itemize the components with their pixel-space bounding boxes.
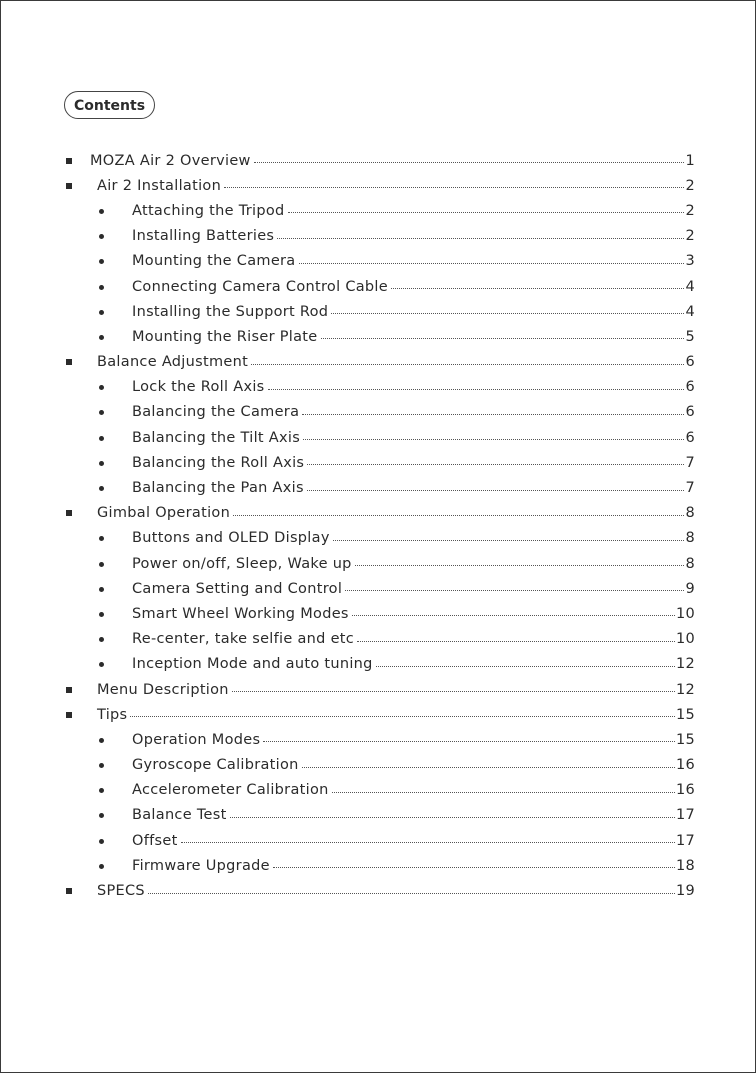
toc-entry-label: Camera Setting and Control: [132, 580, 343, 597]
dot-leader: [332, 792, 675, 793]
dot-leader: [352, 615, 675, 616]
toc-entry-row: [132, 198, 695, 223]
toc-entry-row: [132, 778, 695, 803]
round-bullet-icon: [99, 839, 104, 844]
toc-entry[interactable]: [1, 324, 756, 349]
dot-leader: [277, 238, 684, 239]
toc-entry-label: SPECS: [97, 883, 145, 900]
round-bullet-icon: [99, 864, 104, 869]
toc-entry[interactable]: [1, 198, 756, 223]
toc-entry-page-number: 7: [685, 454, 695, 471]
toc-entry-row: [97, 501, 695, 526]
toc-entry-row: [132, 526, 695, 551]
toc-entry-row: [97, 702, 695, 727]
toc-entry-row: [132, 274, 695, 299]
dot-leader: [148, 893, 675, 894]
toc-entry-page-number: 1: [685, 152, 695, 169]
toc-entry-label: Offset: [132, 832, 178, 849]
toc-entry[interactable]: [1, 299, 756, 324]
toc-entry-page-number: 19: [675, 883, 695, 900]
toc-entry-row: [132, 375, 695, 400]
dot-leader: [299, 263, 685, 264]
toc-entry-label: Menu Description: [97, 681, 229, 698]
round-bullet-icon: [99, 562, 104, 567]
toc-entry[interactable]: [1, 702, 756, 727]
dot-leader: [302, 767, 675, 768]
dot-leader: [273, 867, 675, 868]
toc-entry[interactable]: [1, 375, 756, 400]
toc-entry[interactable]: [1, 274, 756, 299]
toc-entry-row: [132, 324, 695, 349]
round-bullet-icon: [99, 763, 104, 768]
square-bullet-icon: [66, 183, 72, 189]
toc-entry-label: Gimbal Operation: [97, 505, 231, 522]
toc-entry[interactable]: [1, 753, 756, 778]
dot-leader: [268, 389, 685, 390]
toc-entry-page-number: 8: [685, 530, 695, 547]
toc-entry-row: [132, 803, 695, 828]
square-bullet-icon: [66, 888, 72, 894]
table-of-contents: [1, 148, 756, 904]
toc-entry[interactable]: [1, 148, 756, 173]
toc-entry-label: Smart Wheel Working Modes: [132, 605, 349, 622]
toc-entry[interactable]: [1, 727, 756, 752]
round-bullet-icon: [99, 587, 104, 592]
dot-leader: [307, 490, 685, 491]
toc-entry-label: Balancing the Roll Axis: [132, 454, 305, 471]
round-bullet-icon: [99, 813, 104, 818]
dot-leader: [130, 716, 675, 717]
toc-entry-label: Mounting the Riser Plate: [132, 328, 318, 345]
round-bullet-icon: [99, 486, 104, 491]
toc-entry-label: Balancing the Camera: [132, 404, 300, 421]
toc-entry-page-number: 8: [685, 555, 695, 572]
toc-entry-page-number: 16: [675, 782, 695, 799]
toc-entry[interactable]: [1, 601, 756, 626]
toc-entry-page-number: 10: [675, 605, 695, 622]
dot-leader: [303, 439, 684, 440]
toc-entry-label: Connecting Camera Control Cable: [132, 278, 388, 295]
round-bullet-icon: [99, 536, 104, 541]
toc-entry-label: Inception Mode and auto tuning: [132, 656, 373, 673]
toc-entry-label: Installing Batteries: [132, 228, 275, 245]
round-bullet-icon: [99, 738, 104, 743]
toc-entry-page-number: 6: [685, 429, 695, 446]
toc-entry[interactable]: [1, 878, 756, 903]
toc-entry-row: [132, 853, 695, 878]
toc-entry[interactable]: [1, 853, 756, 878]
toc-entry-page-number: 3: [685, 253, 695, 270]
dot-leader: [333, 540, 685, 541]
dot-leader: [357, 641, 675, 642]
toc-entry[interactable]: [1, 173, 756, 198]
toc-entry-page-number: 4: [685, 303, 695, 320]
toc-entry-label: Re-center, take selfie and etc: [132, 631, 355, 648]
toc-entry-page-number: 4: [685, 278, 695, 295]
toc-entry-row: [132, 576, 695, 601]
toc-entry-page-number: 16: [675, 757, 695, 774]
toc-entry-page-number: 2: [685, 202, 695, 219]
round-bullet-icon: [99, 385, 104, 390]
square-bullet-icon: [66, 712, 72, 718]
toc-entry[interactable]: [1, 501, 756, 526]
toc-entry-row: [132, 601, 695, 626]
toc-entry-label: Balancing the Pan Axis: [132, 480, 304, 497]
toc-entry-page-number: 2: [685, 177, 695, 194]
toc-entry-row: [132, 299, 695, 324]
dot-leader: [230, 817, 675, 818]
toc-entry-page-number: 10: [675, 631, 695, 648]
toc-entry-page-number: 17: [675, 832, 695, 849]
toc-entry-label: Balancing the Tilt Axis: [132, 429, 301, 446]
round-bullet-icon: [99, 461, 104, 466]
toc-entry-row: [97, 350, 695, 375]
toc-entry-row: [132, 727, 695, 752]
toc-entry-row: [132, 828, 695, 853]
dot-leader: [355, 565, 685, 566]
toc-entry-label: Buttons and OLED Display: [132, 530, 330, 547]
toc-entry-label: Power on/off, Sleep, Wake up: [132, 555, 352, 572]
dot-leader: [263, 741, 675, 742]
toc-entry-page-number: 6: [685, 379, 695, 396]
round-bullet-icon: [99, 234, 104, 239]
toc-entry[interactable]: [1, 224, 756, 249]
round-bullet-icon: [99, 612, 104, 617]
toc-entry-page-number: 17: [675, 807, 695, 824]
toc-entry-row: [132, 753, 695, 778]
square-bullet-icon: [66, 359, 72, 365]
toc-entry-row: [97, 173, 695, 198]
toc-entry-row: [132, 551, 695, 576]
square-bullet-icon: [66, 158, 72, 164]
toc-entry-page-number: 15: [675, 706, 695, 723]
toc-entry-label: Firmware Upgrade: [132, 857, 270, 874]
toc-entry-label: Accelerometer Calibration: [132, 782, 329, 799]
toc-entry[interactable]: [1, 803, 756, 828]
round-bullet-icon: [99, 436, 104, 441]
toc-entry-row: [132, 249, 695, 274]
toc-entry-row: [132, 400, 695, 425]
toc-entry-label: MOZA Air 2 Overview: [90, 152, 251, 169]
toc-entry-row: [132, 224, 695, 249]
toc-entry[interactable]: [1, 551, 756, 576]
toc-entry-label: Mounting the Camera: [132, 253, 296, 270]
toc-entry-row: [132, 652, 695, 677]
toc-entry[interactable]: [1, 652, 756, 677]
toc-entry-row: [132, 450, 695, 475]
toc-entry-label: Lock the Roll Axis: [132, 379, 265, 396]
dot-leader: [251, 364, 684, 365]
dot-leader: [345, 590, 684, 591]
round-bullet-icon: [99, 662, 104, 667]
round-bullet-icon: [99, 410, 104, 415]
toc-entry-page-number: 7: [685, 480, 695, 497]
toc-entry-label: Installing the Support Rod: [132, 303, 329, 320]
round-bullet-icon: [99, 788, 104, 793]
toc-entry-page-number: 6: [685, 404, 695, 421]
toc-entry-page-number: 8: [685, 505, 695, 522]
toc-entry[interactable]: [1, 400, 756, 425]
toc-entry[interactable]: [1, 249, 756, 274]
toc-entry-row: [132, 627, 695, 652]
toc-entry-label: Balance Adjustment: [97, 354, 249, 371]
toc-entry-row: [97, 878, 695, 903]
toc-entry-label: Tips: [97, 706, 128, 723]
toc-entry[interactable]: [1, 576, 756, 601]
toc-entry-row: [90, 148, 695, 173]
toc-entry-label: Operation Modes: [132, 731, 261, 748]
toc-entry[interactable]: [1, 350, 756, 375]
dot-leader: [391, 288, 684, 289]
square-bullet-icon: [66, 687, 72, 693]
round-bullet-icon: [99, 637, 104, 642]
dot-leader: [232, 691, 675, 692]
dot-leader: [233, 515, 684, 516]
toc-entry-page-number: 5: [685, 328, 695, 345]
toc-entry[interactable]: [1, 526, 756, 551]
toc-entry-row: [132, 425, 695, 450]
toc-entry[interactable]: [1, 677, 756, 702]
contents-heading: Contents: [64, 91, 155, 119]
toc-entry-page-number: 12: [675, 656, 695, 673]
dot-leader: [254, 162, 685, 163]
dot-leader: [331, 313, 684, 314]
toc-entry-page-number: 12: [675, 681, 695, 698]
dot-leader: [224, 187, 684, 188]
square-bullet-icon: [66, 510, 72, 516]
round-bullet-icon: [99, 285, 104, 290]
toc-entry-label: Gyroscope Calibration: [132, 757, 299, 774]
toc-entry-label: Balance Test: [132, 807, 227, 824]
dot-leader: [376, 666, 675, 667]
toc-entry-label: Attaching the Tripod: [132, 202, 285, 219]
dot-leader: [181, 842, 675, 843]
round-bullet-icon: [99, 310, 104, 315]
dot-leader: [302, 414, 684, 415]
toc-entry[interactable]: [1, 627, 756, 652]
round-bullet-icon: [99, 209, 104, 214]
toc-entry-page-number: 18: [675, 857, 695, 874]
toc-entry-row: [132, 475, 695, 500]
toc-entry-row: [97, 677, 695, 702]
dot-leader: [288, 212, 685, 213]
toc-entry-page-number: 2: [685, 228, 695, 245]
toc-entry[interactable]: [1, 425, 756, 450]
toc-entry-label: Air 2 Installation: [97, 177, 222, 194]
toc-entry-page-number: 15: [675, 731, 695, 748]
round-bullet-icon: [99, 335, 104, 340]
dot-leader: [321, 338, 685, 339]
toc-entry[interactable]: [1, 778, 756, 803]
toc-entry[interactable]: [1, 828, 756, 853]
round-bullet-icon: [99, 259, 104, 264]
toc-entry[interactable]: [1, 450, 756, 475]
toc-entry-page-number: 6: [685, 354, 695, 371]
dot-leader: [307, 464, 684, 465]
toc-entry-page-number: 9: [685, 580, 695, 597]
toc-entry[interactable]: [1, 475, 756, 500]
